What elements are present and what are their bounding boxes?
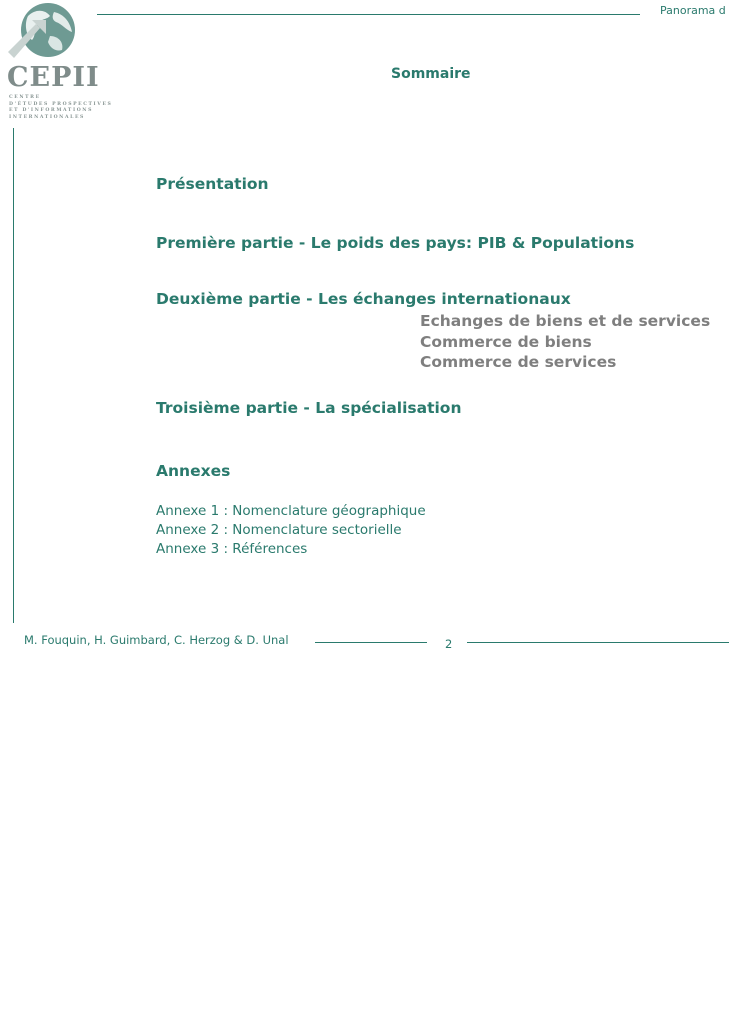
section-part3: Troisième partie - La spécialisation (156, 399, 462, 417)
page-title: Sommaire (391, 66, 471, 82)
section-part2: Deuxième partie - Les échanges internationaux (156, 290, 571, 308)
running-title: Panorama d (660, 4, 726, 17)
annex-list (156, 502, 426, 559)
cepii-logo (6, 2, 113, 120)
subsection-item: Commerce de biens (420, 332, 592, 351)
part2-subsections (420, 311, 710, 373)
logo-subtitle: CENTRE D'ÉTUDES PROSPECTIVES ET D'INFORMATIONS INTERNATIONALES (9, 95, 113, 120)
footer-rule-left (315, 642, 427, 643)
header-rule (97, 14, 640, 15)
annex-item: Annexe 2 : Nomenclature sectorielle (156, 522, 402, 538)
footer-rule-right (467, 642, 729, 643)
annex-item: Annexe 3 : Références (156, 541, 308, 557)
section-annexes: Annexes (156, 462, 231, 480)
subsection-item: Commerce de services (420, 353, 617, 371)
logo-wordmark: CEPII (7, 62, 100, 93)
globe-logo-icon (6, 2, 82, 60)
subsection-item: Echanges de biens et de services (420, 312, 711, 330)
page-number: 2 (445, 637, 453, 651)
section-presentation: Présentation (156, 175, 269, 193)
left-rule (13, 128, 14, 623)
annex-item: Annexe 1 : Nomenclature géographique (156, 503, 426, 519)
footer-authors: M. Fouquin, H. Guimbard, C. Herzog & D. Unal (24, 633, 289, 647)
section-part1: Première partie - Le poids des pays: PIB & Populations (156, 234, 635, 252)
